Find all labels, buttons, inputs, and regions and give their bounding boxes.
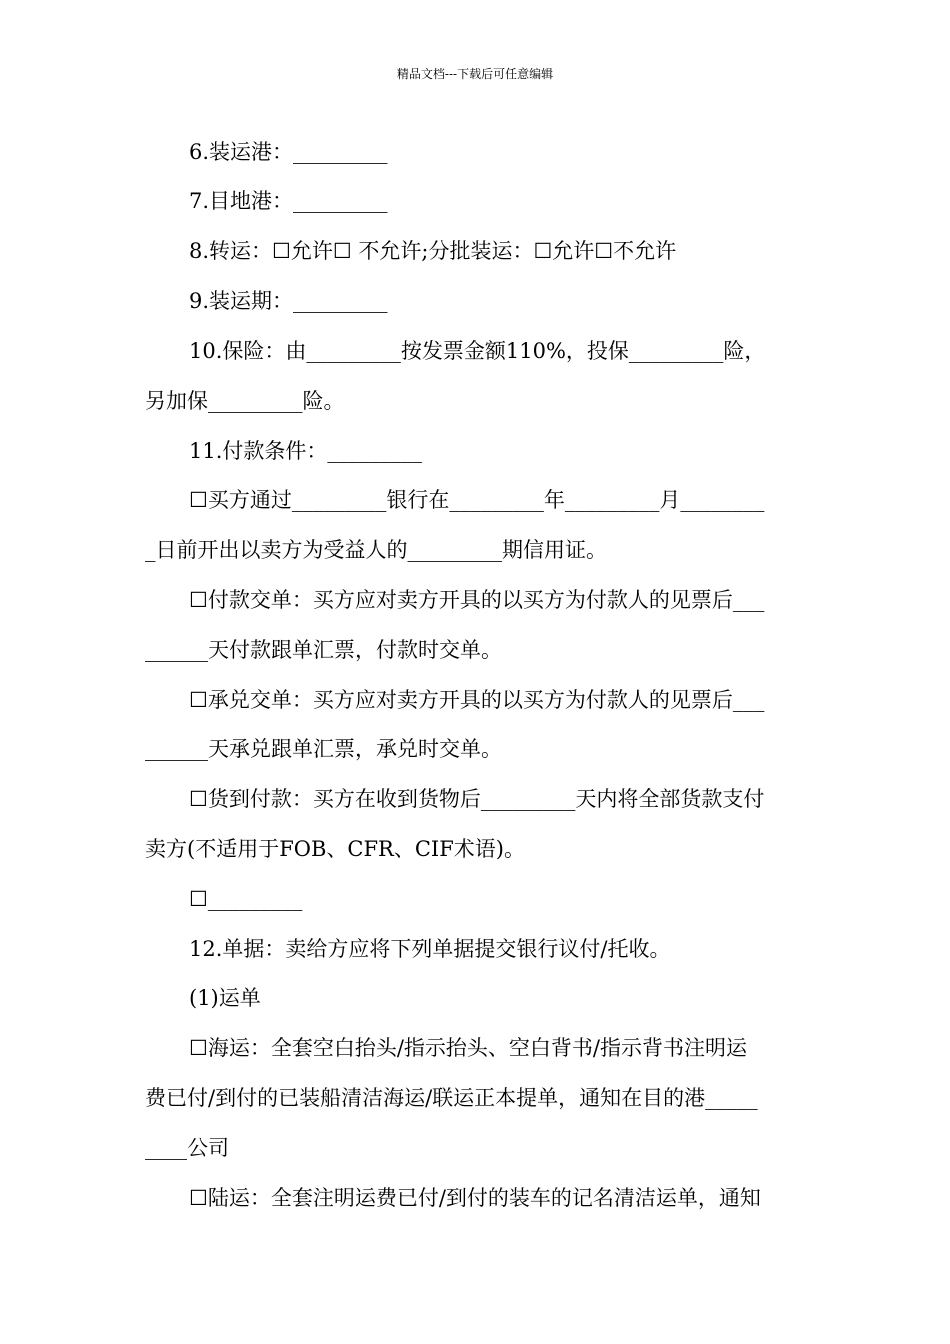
waybill-ocean: ☐海运：全套空白抬头/指示抬头、空白背书/指示背书注明运 xyxy=(189,1036,747,1060)
waybill-ocean-cont-2: ____公司 xyxy=(145,1136,229,1160)
payment-cod-cont: 卖方(不适用于FOB、CFR、CIF术语)。 xyxy=(145,837,525,861)
payment-cod: ☐货到付款：买方在收到货物后_________天内将全部货款支付 xyxy=(189,787,765,811)
item-7-destination-port: 7.目地港：_________ xyxy=(189,189,388,213)
item-10-insurance: 10.保险：由_________按发票金额110%，投保_________险， xyxy=(189,339,766,363)
item-10-insurance-cont: 另加保_________险。 xyxy=(145,389,345,413)
payment-dp: ☐付款交单：买方应对卖方开具的以买方为付款人的见票后___ xyxy=(189,588,765,612)
payment-other: ☐_________ xyxy=(189,887,303,911)
waybill-land: ☐陆运：全套注明运费已付/到付的装车的记名清洁运单，通知 xyxy=(189,1186,761,1210)
item-8-transshipment: 8.转运：☐允许☐ 不允许;分批装运：☐允许☐不允许 xyxy=(189,239,677,263)
payment-lc: ☐买方通过_________银行在_________年_________月________ xyxy=(189,488,765,512)
item-11-payment-terms: 11.付款条件：_________ xyxy=(189,439,422,463)
payment-dp-cont: ______天付款跟单汇票，付款时交单。 xyxy=(145,638,502,662)
payment-da: ☐承兑交单：买方应对卖方开具的以买方为付款人的见票后___ xyxy=(189,688,765,712)
item-12-documents: 12.单据：卖给方应将下列单据提交银行议付/托收。 xyxy=(189,937,671,961)
waybill-ocean-cont: 费已付/到付的已装船清洁海运/联运正本提单，通知在目的港_____ xyxy=(145,1086,758,1110)
payment-da-cont: ______天承兑跟单汇票，承兑时交单。 xyxy=(145,737,502,761)
documents-waybill: (1)运单 xyxy=(189,986,261,1010)
payment-lc-cont: _日前开出以卖方为受益人的_________期信用证。 xyxy=(145,538,607,562)
page-header: 精品文档---下载后可任意编辑 xyxy=(396,67,554,81)
item-6-loading-port: 6.装运港：_________ xyxy=(189,140,388,164)
item-9-shipment-period: 9.装运期：_________ xyxy=(189,289,388,313)
